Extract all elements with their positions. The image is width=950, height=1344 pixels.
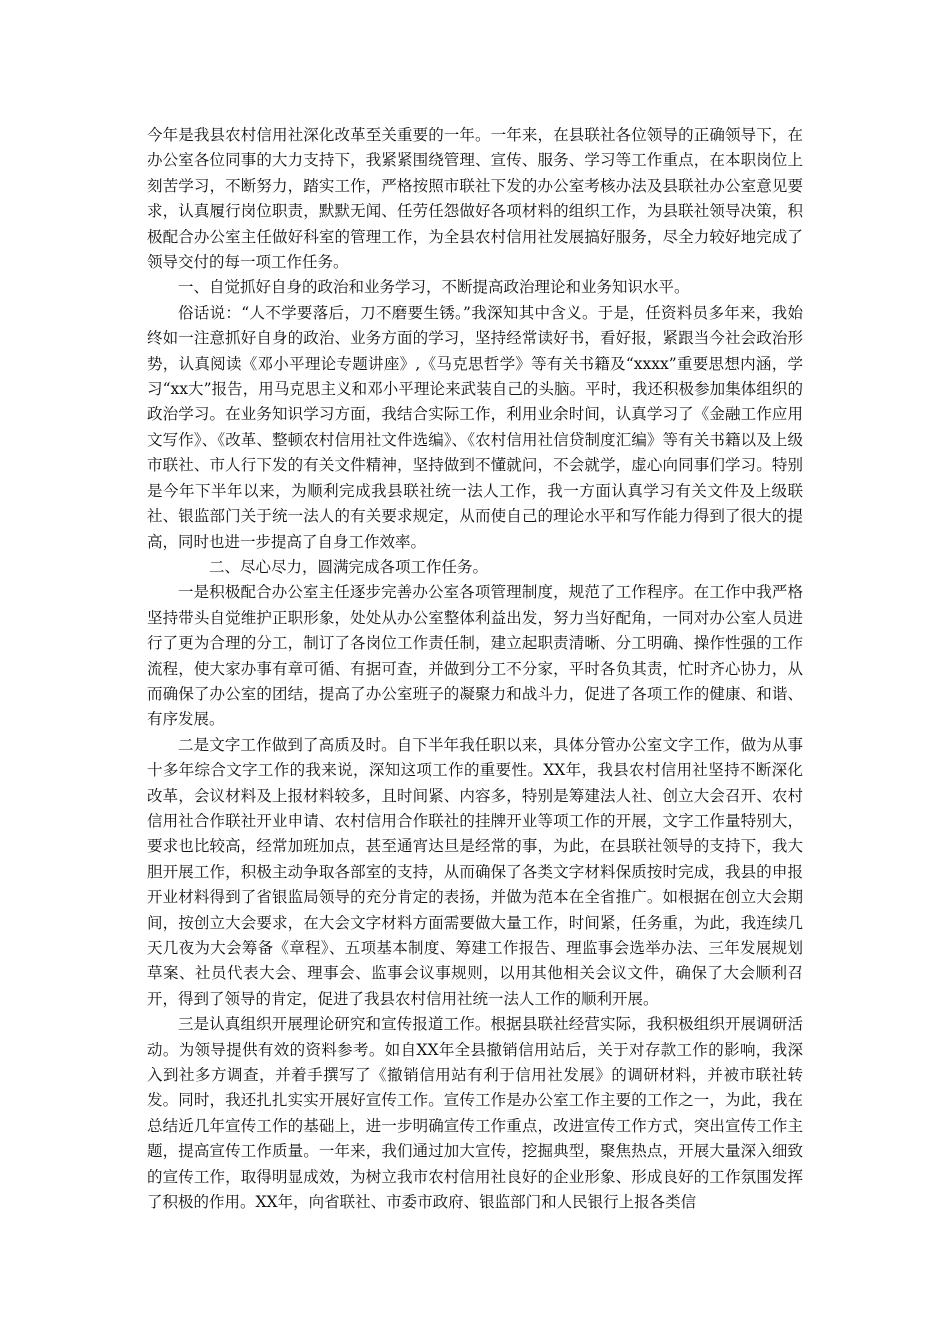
- section-heading-1: 一、自觉抓好自身的政治和业务学习，不断提高政治理论和业务知识水平。: [178, 278, 690, 297]
- item-2-paragraph: 二是文字工作做到了高质及时。自下半年我任职以来，具体分管办公室文字工作，做为从事十多年综合文字工作的我来说，深知这项工作的重要性。XX年，我县农村信用社坚持不断深化改革，会议材料及上报材料较多，且时间紧、内容多，特别是筹建法人社、创立大会召开、农村信用社合作联社开业申请、农村信用合作联社的挂牌开业等项工作的开展，文字工作量特别大，要求也比较高，经常加班加点，甚至通宵达旦是经常的事，为此，在县联社领导的支持下，我大胆开展工作，积极主动争取各部室的支持，从而确保了各类文字材料保质按时完成，我县的申报开业材料得到了省银监局领导的充分肯定的表扬，并做为范本在全省推广。如根据在创立大会期间，按创立大会要求，在大会文字材料方面需要做大量工作，时间紧，任务重，为此，我连续几天几夜为大会筹备《章程》、五项基本制度、筹建工作报告、理监事会选举办法、三年发展规划草案、社员代表大会、理事会、监事会议事规则，以用其他相关会议文件，确保了大会顺利召开，得到了领导的肯定，促进了我县农村信用社统一法人工作的顺利开展。: [147, 735, 803, 1008]
- study-paragraph: 俗话说：“人不学要落后，刀不磨要生锈。”我深知其中含义。于是，任资料员多年来，我始终如一注意抓好自身的政治、业务方面的学习，坚持经常读好书，看好报，紧跟当今社会政治形势，认真阅读《邓小平理论专题讲座》,《马克思哲学》等有关书籍及“xxxx”重要思想内涵，学习“xx大”报告，用马克思主义和邓小平理论来武装自己的头脑。平时，我还积极参加集体组织的政治学习。在业务知识学习方面，我结合实际工作，利用业余时间，认真学习了《金融工作应用文写作》、《改革、整顿农村信用社文件选编》、《农村信用社信贷制度汇编》等有关书籍以及上级市联社、市人行下发的有关文件精神，坚持做到不懂就问，不会就学，虚心向同事们学习。特别是今年下半年以来，为顺利完成我县联社统一法人工作，我一方面认真学习有关文件及上级联社、银监部门关于统一法人的有关要求规定，从而使自己的理论水平和写作能力得到了很大的提高，同时也进一步提高了自身工作效率。: [147, 303, 803, 551]
- item-3-paragraph: 三是认真组织开展理论研究和宣传报道工作。根据县联社经营实际，我积极组织开展调研活动。为领导提供有效的资料参考。如自XX年全县撤销信用站后，关于对存款工作的影响，我深入到社多方调查，并着手撰写了《撤销信用站有利于信用社发展》的调研材料，并被市联社转发。同时，我还扎扎实实开展好宣传工作。宣传工作是办公室工作主要的工作之一，为此，我在总结近几年宣传工作的基础上，进一步明确宣传工作重点，改进宣传工作方式，突出宣传工作主题，提高宣传工作质量。一年来，我们通过加大宣传，挖掘典型，聚焦热点，开展大量深入细致的宣传工作，取得明显成效，为树立我市农村信用社良好的企业形象、形成良好的工作氛围发挥了积极的作用。XX年，向省联社、市委市政府、银监部门和人民银行上报各类信: [147, 1015, 803, 1212]
- document-page: [147, 123, 803, 1215]
- item-1-paragraph: 一是积极配合办公室主任逐步完善办公室各项管理制度，规范了工作程序。在工作中我严格坚持带头自觉维护正职形象，处处从办公室整体利益出发，努力当好配角，一同对办公室人员进行了更为合理的分工，制订了各岗位工作责任制，建立起职责清晰、分工明确、操作性强的工作流程，使大家办事有章可循、有据可查，并做到分工不分家，平时各负其责，忙时齐心协力，从而确保了办公室的团结，提高了办公室班子的凝聚力和战斗力，促进了各项工作的健康、和谐、有序发展。: [147, 583, 803, 729]
- section-heading-2: 二、尽心尽力，圆满完成各项工作任务。: [209, 557, 489, 576]
- intro-paragraph: 今年是我县农村信用社深化改革至关重要的一年。一年来，在县联社各位领导的正确领导下，在办公室各位同事的大力支持下，我紧紧围绕管理、宣传、服务、学习等工作重点，在本职岗位上刻苦学习，不断努力，踏实工作，严格按照市联社下发的办公室考核办法及县联社办公室意见要求，认真履行岗位职责，默默无闻、任劳任怨做好各项材料的组织工作，为县联社领导决策，积极配合办公室主任做好科室的管理工作，为全县农村信用社发展搞好服务，尽全力较好地完成了领导交付的每一项工作任务。: [147, 126, 803, 272]
